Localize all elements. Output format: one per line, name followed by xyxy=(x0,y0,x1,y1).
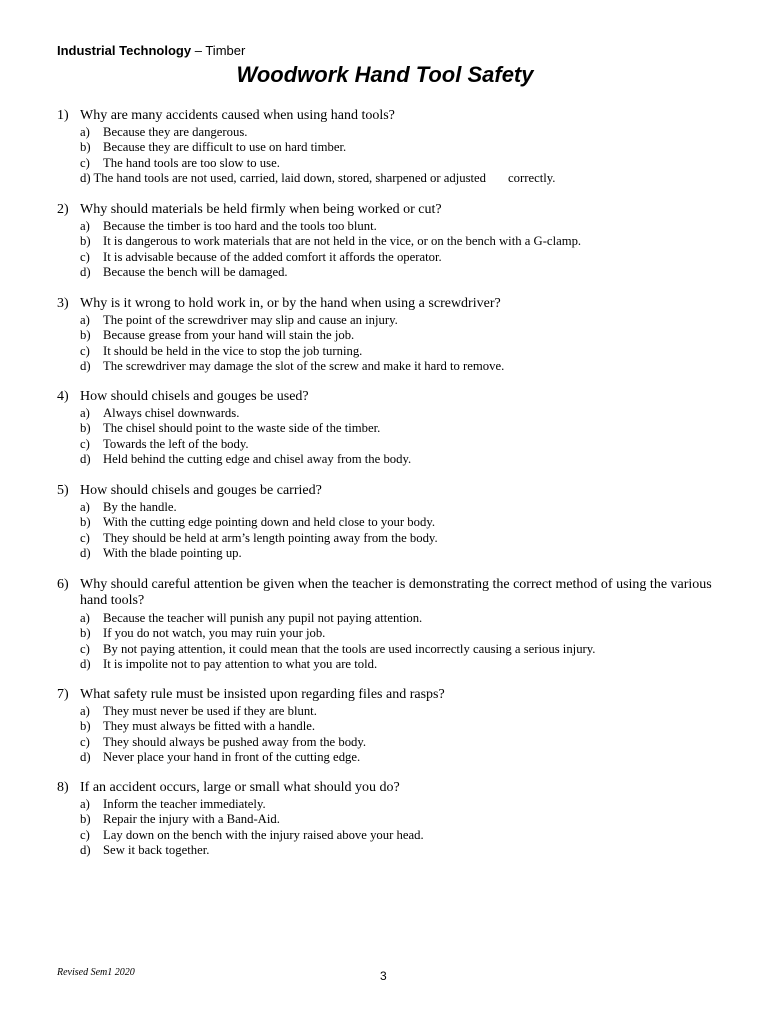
answer-option xyxy=(0,171,768,186)
option-text: The hand tools are too slow to use. xyxy=(103,155,280,170)
answer-option xyxy=(0,657,768,672)
option-letter: c) xyxy=(80,734,90,749)
question-text: If an accident occurs, large or small what should you do? xyxy=(80,780,400,795)
option-letter: c) xyxy=(80,436,90,451)
page-number: 3 xyxy=(380,969,387,983)
option-letter: c) xyxy=(80,641,90,656)
option-letter: a) xyxy=(80,500,90,514)
question-text: How should chisels and gouges be carried? xyxy=(80,483,322,498)
question-number: 1) xyxy=(57,108,69,123)
answer-option xyxy=(0,546,768,561)
answer-option xyxy=(0,812,768,827)
answer-option xyxy=(0,642,768,657)
option-letter: d) xyxy=(80,843,91,858)
answer-option xyxy=(0,735,768,750)
option-letter: c) xyxy=(80,155,90,170)
topic-label: – Timber xyxy=(194,43,246,58)
answer-option xyxy=(0,156,768,171)
option-text: They should be held at arm’s length pointing away from the body. xyxy=(103,530,438,545)
answer-option xyxy=(0,437,768,452)
option-letter: b) xyxy=(80,234,91,249)
answer-option xyxy=(0,140,768,155)
option-text: If you do not watch, you may ruin your job. xyxy=(103,626,326,641)
option-text: By the handle. xyxy=(103,500,177,514)
answer-option xyxy=(0,611,768,626)
option-text: Lay down on the bench with the injury raised above your head. xyxy=(103,827,424,842)
title-text: Woodwork Hand Tool Safety xyxy=(236,62,534,87)
option-list xyxy=(0,313,768,375)
option-text: Because the timber is too hard and the tools too blunt. xyxy=(103,219,377,233)
option-list xyxy=(0,704,768,766)
revision-note: Revised Sem1 2020 xyxy=(57,967,135,978)
answer-option xyxy=(0,452,768,467)
answer-option xyxy=(0,750,768,765)
option-letter: a) xyxy=(80,704,90,718)
subject-label: Industrial Technology xyxy=(57,43,192,58)
option-text: The point of the screwdriver may slip and cause an injury. xyxy=(103,313,398,327)
option-letter: c) xyxy=(80,249,90,264)
option-letter: d) xyxy=(80,452,91,467)
option-text: The chisel should point to the waste side of the timber. xyxy=(103,421,381,436)
option-letter: d) xyxy=(80,171,91,186)
answer-option xyxy=(0,234,768,249)
option-letter: a) xyxy=(80,313,90,327)
answer-option xyxy=(0,344,768,359)
question-text: Why should careful attention be given when the teacher is demonstrating the correct method of using the various hand tools? xyxy=(80,577,712,608)
question-number: 7) xyxy=(57,687,69,702)
answer-option xyxy=(0,828,768,843)
option-letter: d) xyxy=(80,359,91,374)
question-text: Why is it wrong to hold work in, or by the hand when using a screwdriver? xyxy=(80,296,501,311)
option-letter: b) xyxy=(80,140,91,155)
option-text: It is impolite not to pay attention to what you are told. xyxy=(103,657,378,672)
option-letter: b) xyxy=(80,626,91,641)
option-text: Towards the left of the body. xyxy=(103,436,249,451)
answer-option xyxy=(0,515,768,530)
option-text: By not paying attention, it could mean that the tools are used incorrectly causing a serious injury. xyxy=(103,641,596,656)
answer-option xyxy=(0,359,768,374)
answer-option xyxy=(0,843,768,858)
option-text: They must never be used if they are blunt. xyxy=(103,704,317,718)
option-list xyxy=(0,219,768,281)
option-text: With the blade pointing up. xyxy=(103,546,242,561)
answer-option xyxy=(0,797,768,812)
option-list xyxy=(0,125,768,187)
option-text-tail: correctly. xyxy=(508,171,556,186)
answer-option xyxy=(0,250,768,265)
answer-option xyxy=(0,704,768,719)
option-letter: b) xyxy=(80,328,91,343)
option-text: They should always be pushed away from the body. xyxy=(103,734,367,749)
answer-option xyxy=(0,313,768,328)
option-letter: c) xyxy=(80,530,90,545)
option-text: The screwdriver may damage the slot of the screw and make it hard to remove. xyxy=(103,359,505,374)
option-text: Always chisel downwards. xyxy=(103,406,240,420)
option-text: It is advisable because of the added comfort it affords the operator. xyxy=(103,249,442,264)
option-letter: b) xyxy=(80,421,91,436)
option-text: Because they are dangerous. xyxy=(103,125,248,139)
answer-option xyxy=(0,421,768,436)
answer-option xyxy=(0,265,768,280)
option-letter: c) xyxy=(80,343,90,358)
question-number: 4) xyxy=(57,389,69,404)
option-text: Because grease from your hand will stain the job. xyxy=(103,328,355,343)
answer-option xyxy=(0,626,768,641)
option-letter: a) xyxy=(80,406,90,420)
option-text: Because they are difficult to use on hard timber. xyxy=(103,140,347,155)
document-header xyxy=(57,43,245,58)
option-letter: b) xyxy=(80,719,91,734)
option-text: With the cutting edge pointing down and held close to your body. xyxy=(103,515,436,530)
option-letter: d) xyxy=(80,657,91,672)
answer-option xyxy=(0,406,768,421)
question-text: Why should materials be held firmly when being worked or cut? xyxy=(80,202,442,217)
option-list xyxy=(0,611,768,673)
option-letter: a) xyxy=(80,125,90,139)
option-letter: d) xyxy=(80,546,91,561)
question-text: How should chisels and gouges be used? xyxy=(80,389,309,404)
option-letter: d) xyxy=(80,265,91,280)
option-letter: d) xyxy=(80,750,91,765)
option-text: Because the teacher will punish any pupil not paying attention. xyxy=(103,611,423,625)
answer-option xyxy=(0,500,768,515)
option-text: Never place your hand in front of the cutting edge. xyxy=(103,750,361,765)
option-letter: a) xyxy=(80,219,90,233)
answer-option xyxy=(0,531,768,546)
answer-option xyxy=(0,125,768,140)
question-number: 8) xyxy=(57,780,69,795)
option-letter: b) xyxy=(80,812,91,827)
question-number: 2) xyxy=(57,202,69,217)
question-number: 3) xyxy=(57,296,69,311)
option-text: They must always be fitted with a handle. xyxy=(103,719,316,734)
option-text: Because the bench will be damaged. xyxy=(103,265,288,280)
option-list xyxy=(0,500,768,562)
option-text: It is dangerous to work materials that are not held in the vice, or on the bench with a G-clamp. xyxy=(103,234,582,249)
question-number: 5) xyxy=(57,483,69,498)
option-letter: a) xyxy=(80,797,90,811)
option-list xyxy=(0,406,768,468)
option-text: The hand tools are not used, carried, laid down, stored, sharpened or adjusted xyxy=(93,171,487,186)
question-number: 6) xyxy=(57,577,69,592)
answer-option xyxy=(0,328,768,343)
option-text: Held behind the cutting edge and chisel away from the body. xyxy=(103,452,412,467)
option-line xyxy=(80,171,555,186)
answer-option xyxy=(0,719,768,734)
option-text: Sew it back together. xyxy=(103,843,210,858)
question-text: What safety rule must be insisted upon regarding files and rasps? xyxy=(80,687,445,702)
answer-option xyxy=(0,219,768,234)
option-letter: a) xyxy=(80,611,90,625)
option-list xyxy=(0,797,768,859)
option-text: Inform the teacher immediately. xyxy=(103,797,266,811)
option-letter: c) xyxy=(80,827,90,842)
page-title xyxy=(0,62,768,88)
question-text: Why are many accidents caused when using hand tools? xyxy=(80,108,395,123)
option-text: Repair the injury with a Band-Aid. xyxy=(103,812,280,827)
option-letter: b) xyxy=(80,515,91,530)
option-text: It should be held in the vice to stop the job turning. xyxy=(103,343,363,358)
